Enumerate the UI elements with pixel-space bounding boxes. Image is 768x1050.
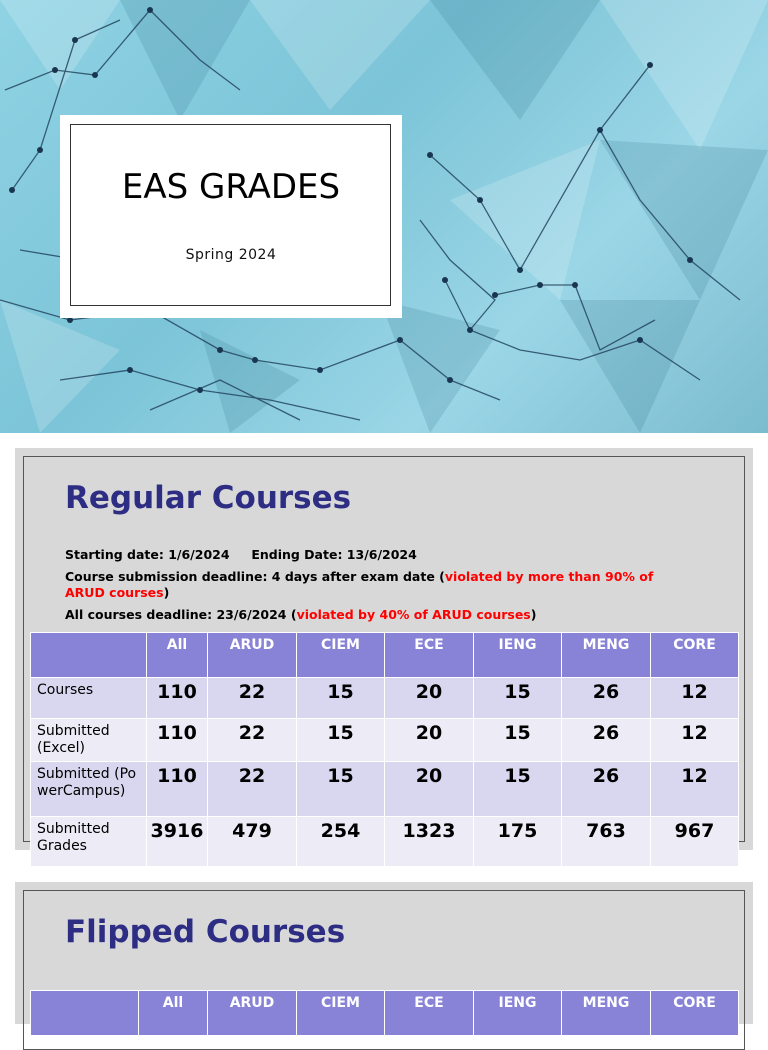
table-cell: 110: [147, 719, 208, 762]
all-courses-deadline: [65, 607, 665, 623]
table-cell: 20: [385, 678, 474, 719]
header-corner: [31, 633, 147, 678]
table-row: [31, 817, 739, 867]
submission-violation: violated by more than 90% of ARUD courses: [65, 569, 654, 600]
row-label: Submitted Grades: [31, 817, 147, 867]
table-cell: 479: [208, 817, 297, 867]
table-cell: 3916: [147, 817, 208, 867]
column-header: All: [147, 633, 208, 678]
table-cell: 20: [385, 719, 474, 762]
column-header: CIEM: [297, 633, 385, 678]
all-deadline-close: ): [530, 607, 537, 622]
end-date: Ending Date: 13/6/2024: [251, 547, 417, 562]
regular-courses-heading: Regular Courses: [65, 480, 352, 516]
flipped-courses-table: [30, 990, 739, 1036]
flipped-courses-heading: Flipped Courses: [65, 914, 346, 950]
table-cell: 1323: [385, 817, 474, 867]
table-header-row: [31, 633, 739, 678]
table-cell: 15: [474, 762, 562, 817]
column-header: ECE: [385, 991, 474, 1036]
table-cell: 12: [651, 719, 739, 762]
header-corner: [31, 991, 139, 1036]
table-row: [31, 678, 739, 719]
all-deadline-text: All courses deadline: 23/6/2024 (: [65, 607, 297, 622]
presentation-subtitle: Spring 2024: [185, 247, 277, 263]
date-range: [65, 547, 665, 563]
flipped-courses-slide: [15, 882, 753, 1024]
table-cell: 22: [208, 762, 297, 817]
table-row: [31, 762, 739, 817]
row-label: Submitted (Excel): [31, 719, 147, 762]
column-header: IENG: [474, 633, 562, 678]
column-header: ECE: [385, 633, 474, 678]
table-row: [31, 719, 739, 762]
submission-deadline: [65, 569, 665, 601]
title-card: [60, 115, 402, 318]
row-label: Courses: [31, 678, 147, 719]
column-header: CORE: [651, 633, 739, 678]
regular-courses-table: [30, 632, 739, 867]
table-cell: 12: [651, 762, 739, 817]
table-cell: 15: [297, 719, 385, 762]
table-cell: 110: [147, 678, 208, 719]
table-cell: 20: [385, 762, 474, 817]
column-header: ARUD: [208, 633, 297, 678]
column-header: CIEM: [297, 991, 385, 1036]
column-header: MENG: [562, 633, 651, 678]
start-date: Starting date: 1/6/2024: [65, 547, 230, 562]
all-deadline-violation: violated by 40% of ARUD courses: [296, 607, 531, 622]
table-cell: 12: [651, 678, 739, 719]
table-cell: 254: [297, 817, 385, 867]
table-cell: 110: [147, 762, 208, 817]
column-header: MENG: [562, 991, 651, 1036]
table-cell: 26: [562, 678, 651, 719]
table-cell: 26: [562, 762, 651, 817]
table-cell: 967: [651, 817, 739, 867]
column-header: ARUD: [208, 991, 297, 1036]
table-cell: 763: [562, 817, 651, 867]
regular-courses-slide: [15, 448, 753, 854]
column-header: All: [139, 991, 208, 1036]
table-cell: 22: [208, 678, 297, 719]
row-label: Submitted (PowerCampus): [31, 762, 147, 817]
title-frame: [70, 124, 391, 306]
column-header: CORE: [651, 991, 739, 1036]
table-cell: 22: [208, 719, 297, 762]
table-cell: 15: [297, 678, 385, 719]
submission-deadline-text: Course submission deadline: 4 days after exam date (: [65, 569, 445, 584]
submission-close: ): [163, 585, 170, 600]
table-cell: 15: [474, 719, 562, 762]
table-cell: 26: [562, 719, 651, 762]
title-slide: [0, 0, 768, 433]
table-cell: 15: [474, 678, 562, 719]
presentation-title: EAS GRADES: [121, 167, 341, 207]
table-header-row: [31, 991, 739, 1036]
table-cell: 175: [474, 817, 562, 867]
column-header: IENG: [474, 991, 562, 1036]
table-cell: 15: [297, 762, 385, 817]
